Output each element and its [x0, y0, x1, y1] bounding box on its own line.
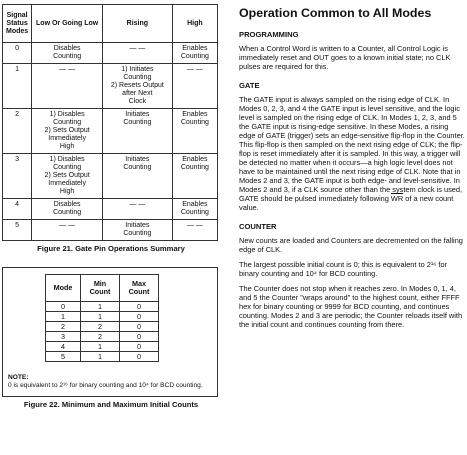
cell-mode: 0 [3, 43, 32, 64]
gate-heading: GATE [239, 81, 260, 90]
cell-line: Initiates [125, 222, 150, 229]
cell-max-count: 0 [120, 312, 159, 322]
cell-line: — — [129, 201, 146, 208]
table-row [3, 199, 218, 220]
cell-line: — — [59, 222, 76, 229]
cell-line: — — [59, 66, 76, 73]
cell-low [32, 43, 103, 64]
cell-mode: 1 [3, 64, 32, 109]
cell-line: — — [129, 45, 146, 52]
cell-line: Counting [180, 164, 209, 171]
cell-line: Immediately [48, 135, 86, 142]
cell-mode: 4 [3, 199, 32, 220]
cell-line: Enables [182, 156, 208, 163]
table-row [46, 312, 159, 322]
cell-min-count: 2 [81, 322, 120, 332]
cell-line: Initiates [125, 111, 150, 118]
header-high: High [172, 5, 217, 43]
figure-21-caption: Figure 21. Gate Pin Operations Summary [37, 244, 185, 253]
cell-line: — — [186, 66, 203, 73]
counter-text-1: New counts are loaded and Counters are decremented on the falling edge of CLK. [239, 236, 463, 254]
gate-text-part-2: of a new count value. [239, 194, 454, 212]
gate-text-part-1: The GATE input is always sampled on the rising edge of CLK. In Modes 0, 2, 3, and 4 the GATE input is level sensitive, and the logic level is sampled on the rising edge of CLK. In Modes 1, 2, 3, and 5 the GATE input is rising-edge sensitive. In these Modes, a rising edge of GATE (trigger) sets an edge-sensitive flip-flop in the Counter. This flip-flop is then sampled on the next rising edge of CLK; the flip-flop is reset immediately after it is sampled. In this way, a trigger will be detected no matter when it occurs—a high logic level does not have to be maintained until the next rising edge of CLK. Note that in Modes 2 and 3, the GATE input is both edge- and level-sensitive. In Modes 2 and 3, if a CLK source other than the system clock is used, GATE should be pulsed immediately following [239, 95, 465, 203]
initial-counts-table [45, 274, 159, 362]
cell-min-count: 1 [81, 342, 120, 352]
cell-high [172, 199, 217, 220]
counter-heading: COUNTER [239, 222, 277, 231]
section-title: Operation Common to All Modes [239, 6, 432, 20]
cell-line: Counting [53, 119, 82, 126]
figure-22-box [2, 267, 218, 397]
cell-line: Counting [53, 209, 82, 216]
cell-line: Counting [180, 53, 209, 60]
cell-mode: 4 [46, 342, 81, 352]
cell-rising [103, 154, 173, 199]
table-row [46, 342, 159, 352]
cell-line: 2) Resets Output [110, 82, 164, 89]
header-max-count: Max Count [120, 275, 159, 302]
header-mode: Mode [46, 275, 81, 302]
cell-rising [103, 43, 173, 64]
cell-line: Counting [53, 164, 82, 171]
table-header-row [3, 5, 218, 43]
cell-line: High [59, 143, 75, 150]
wr-signal: $\overline{WR}$ [390, 194, 404, 203]
cell-mode: 5 [46, 352, 81, 362]
cell-max-count: 0 [120, 322, 159, 332]
gate-text [239, 95, 465, 212]
cell-min-count: 1 [81, 352, 120, 362]
cell-high [172, 220, 217, 241]
table-row [46, 332, 159, 342]
cell-mode: 0 [46, 302, 81, 312]
cell-rising [103, 199, 173, 220]
cell-rising [103, 64, 173, 109]
right-column [239, 6, 465, 335]
table-row [3, 64, 218, 109]
cell-line: Enables [182, 111, 208, 118]
note [8, 374, 212, 389]
cell-line: Enables [182, 45, 208, 52]
table-row [46, 302, 159, 312]
table-row [46, 322, 159, 332]
cell-mode: 3 [3, 154, 32, 199]
table-row [46, 352, 159, 362]
cell-min-count: 1 [81, 312, 120, 322]
cell-mode: 1 [46, 312, 81, 322]
gate-pin-operations-table [2, 4, 218, 241]
cell-line: Counting [123, 119, 152, 126]
cell-line: 1) Disables [49, 111, 85, 118]
cell-mode: 2 [46, 322, 81, 332]
programming-heading: PROGRAMMING [239, 30, 299, 39]
cell-mode: 3 [46, 332, 81, 342]
cell-rising [103, 109, 173, 154]
cell-line: Initiates [125, 156, 150, 163]
cell-low [32, 64, 103, 109]
cell-max-count: 0 [120, 302, 159, 312]
cell-low [32, 199, 103, 220]
cell-line: Clock [128, 98, 147, 105]
cell-high [172, 154, 217, 199]
cell-line: Disables [53, 201, 81, 208]
cell-max-count: 0 [120, 332, 159, 342]
cell-line: 1) Disables [49, 156, 85, 163]
cell-mode: 2 [3, 109, 32, 154]
table-row [3, 109, 218, 154]
cell-line: — — [186, 222, 203, 229]
note-title: NOTE: [8, 374, 29, 381]
cell-max-count: 0 [120, 342, 159, 352]
table-row [3, 154, 218, 199]
table-row [3, 220, 218, 241]
cell-line: High [59, 188, 75, 195]
programming-text: When a Control Word is written to a Counter, all Control Logic is immediately reset and OUT goes to a known initial state; no CLK pulses are required for this. [239, 44, 451, 71]
cell-line: Immediately [48, 180, 86, 187]
left-column [2, 4, 220, 409]
cell-low [32, 154, 103, 199]
cell-line: 1) Initiates [121, 66, 154, 73]
cell-line: Disables [53, 45, 81, 52]
cell-low [32, 109, 103, 154]
cell-line: Counting [180, 119, 209, 126]
cell-line: 2) Sets Output [44, 127, 90, 134]
cell-min-count: 1 [81, 302, 120, 312]
cell-min-count: 2 [81, 332, 120, 342]
header-min-count: Min Count [81, 275, 120, 302]
header-low-or-going-low: Low Or Going Low [32, 5, 103, 43]
cell-max-count: 0 [120, 352, 159, 362]
cell-line: Counting [53, 53, 82, 60]
figure-22-caption: Figure 22. Minimum and Maximum Initial Counts [23, 400, 199, 409]
cell-line: after Next [122, 90, 153, 97]
cell-line: Enables [182, 201, 208, 208]
note-text: 0 is equivalent to 2¹⁶ for binary counting and 10⁴ for BCD counting. [8, 381, 203, 389]
cell-high [172, 109, 217, 154]
header-rising: Rising [103, 5, 173, 43]
table-header-row [46, 275, 159, 302]
cell-high [172, 43, 217, 64]
cell-mode: 5 [3, 220, 32, 241]
cell-rising [103, 220, 173, 241]
table-row [3, 43, 218, 64]
cell-line: 2) Sets Output [44, 172, 90, 179]
header-signal-status-modes: Signal Status Modes [3, 5, 32, 43]
cell-line: Counting [123, 164, 152, 171]
cell-line: Counting [123, 230, 152, 237]
cell-high [172, 64, 217, 109]
cell-line: Counting [123, 74, 152, 81]
cell-low [32, 220, 103, 241]
counter-text-3: The Counter does not stop when it reaches zero. In Modes 0, 1, 4, and 5 the Counter "wraps around" to the highest count, either FFFF hex for binary counting or 9999 for BCD counting, and continues counting. Modes 2 and 3 are periodic; the Counter reloads itself with the initial count and continues counting from there. [239, 284, 463, 329]
cell-line: Counting [180, 209, 209, 216]
counter-text-2: The largest possible initial count is 0; this is equivalent to 2¹⁶ for binary counting and 10⁴ for BCD counting. [239, 260, 448, 278]
